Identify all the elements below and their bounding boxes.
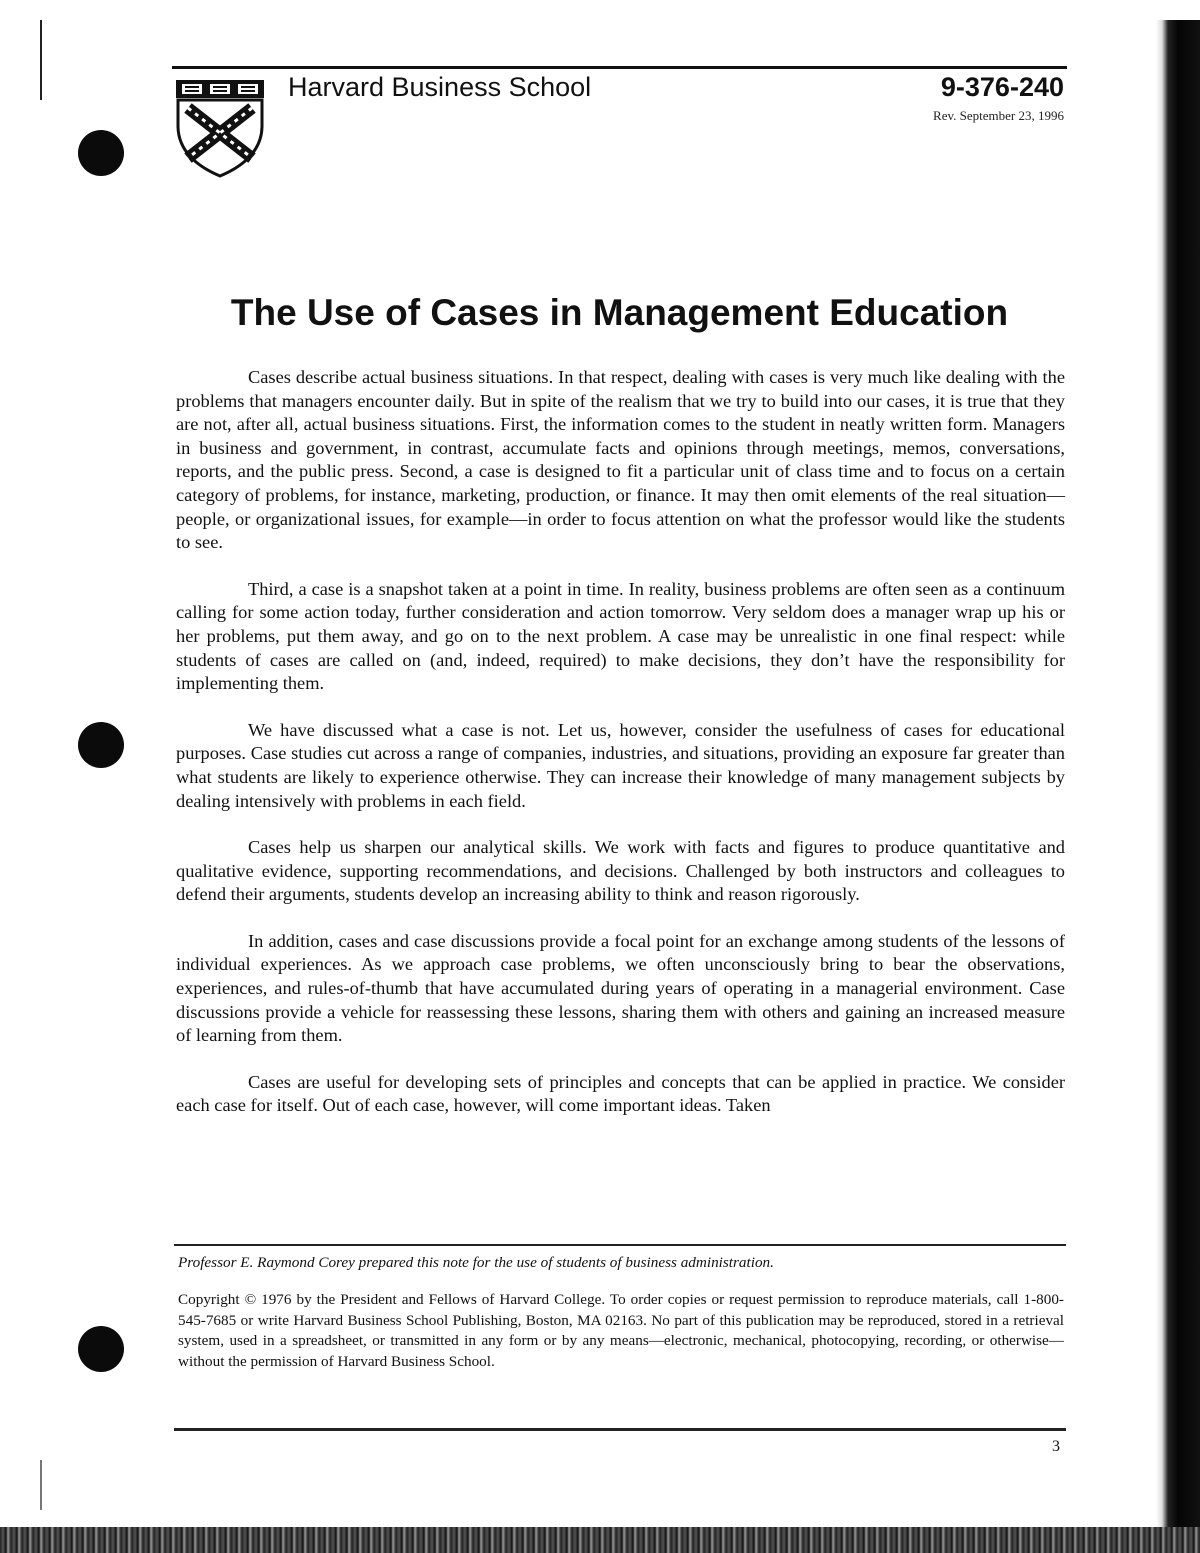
document-title: The Use of Cases in Management Education <box>230 292 1009 333</box>
paragraph: Cases describe actual business situations. In that respect, dealing with cases is very much like dealing with the problems that managers encounter daily. But in spite of the realism that we try to build into our cases, it is true that they are not, after all, actual business situations. First, the information comes to the student in neatly written form. Managers in business and government, in contrast, accumulate facts and opinions through meetings, memos, conversations, reports, and the public press. Second, a case is designed to fit a particular unit of class time and to focus on a certain category of problems, for instance, marketing, production, or finance. It may then omit elements of the real situation—people, or organizational issues, for example—in order to focus attention on what the professor would like the students to see. <box>176 367 1065 553</box>
header-rule <box>172 66 1067 69</box>
scan-edge-right <box>1156 20 1200 1550</box>
page-number: 3 <box>1052 1438 1060 1455</box>
punch-hole <box>78 722 124 768</box>
revision-date: Rev. September 23, 1996 <box>933 108 1064 123</box>
paragraph: Third, a case is a snapshot taken at a point in time. In reality, business problems are often seen as a continuum calling for some action today, further consideration and action tomorrow. Very seldom does a manager wrap up his or her problems, put them away, and go on to the next problem. A case may be unrealistic in one final respect: while students of cases are called on (and, indeed, required) to make decisions, they don’t have the responsibility for implementing them. <box>176 578 1065 694</box>
punch-hole <box>78 1326 124 1372</box>
punch-hole <box>78 130 124 176</box>
scan-edge-bottom <box>0 1527 1200 1553</box>
paragraph: Cases are useful for developing sets of principles and concepts that can be applied in practice. We consider each case for itself. Out of each case, however, will come important ideas. Taken <box>176 1071 1065 1116</box>
scan-mark <box>40 20 42 100</box>
scan-mark <box>40 1460 42 1510</box>
body-text <box>176 366 1065 1141</box>
paragraph: We have discussed what a case is not. Let us, however, consider the usefulness of cases for educational purposes. Case studies cut across a range of companies, industries, and situations, providing an exposure far greater than what students are likely to experience otherwise. They can increase their knowledge of many management subjects by dealing intensively with problems in each field. <box>176 719 1065 811</box>
paragraph: In addition, cases and case discussions provide a focal point for an exchange among students of the lessons of individual experiences. As we approach case problems, we often unconsciously bring to bear the observations, experiences, and rules-of-thumb that have accumulated during years of operating in a managerial environment. Case discussions provide a vehicle for reassessing these lessons, sharing them with others and gaining an increased measure of learning from them. <box>176 930 1065 1046</box>
footnote-rule <box>174 1244 1066 1246</box>
case-number: 9-376-240 <box>940 72 1064 102</box>
hbs-shield-icon <box>174 74 266 178</box>
footer-rule <box>174 1428 1066 1431</box>
paragraph: Cases help us sharpen our analytical skills. We work with facts and figures to produce quantitative and qualitative evidence, supporting recommendations, and decisions. Challenged by both instructors and colleagues to defend their arguments, students develop an increasing ability to think and reason rigorously. <box>176 837 1065 905</box>
copyright-notice: Copyright © 1976 by the President and Fellows of Harvard College. To order copies or request permission to reproduce materials, call 1-800-545-7685 or write Harvard Business School Publishing, Boston, MA 02163. No part of this publication may be reproduced, stored in a retrieval system, used in a spreadsheet, or transmitted in any form or by any means—electronic, mechanical, photocopying, recording, or otherwise—without the permission of Harvard Business School. <box>178 1291 1064 1370</box>
school-name: Harvard Business School <box>288 72 592 102</box>
author-footnote: Professor E. Raymond Corey prepared this note for the use of students of business administration. <box>178 1254 774 1271</box>
